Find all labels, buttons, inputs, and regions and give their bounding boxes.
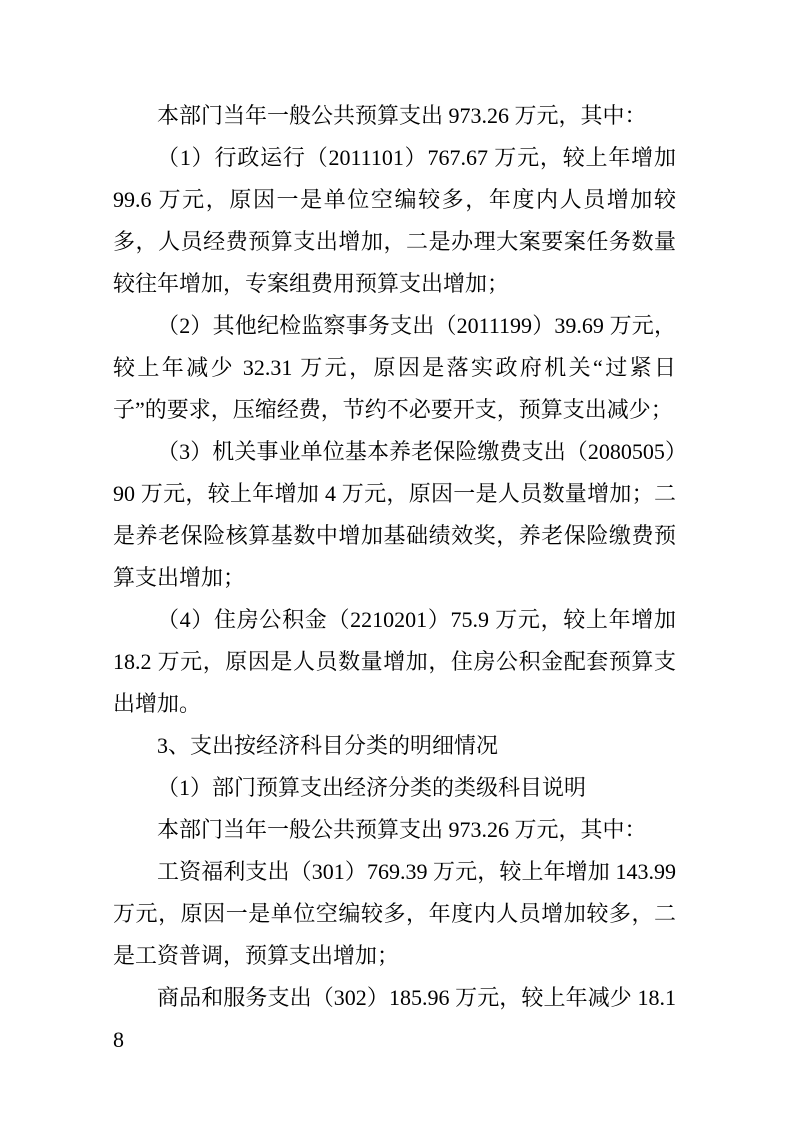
paragraph: （1）部门预算支出经济分类的类级科目说明 <box>157 775 587 800</box>
paragraph: 本部门当年一般公共预算支出 973.26 万元，其中： <box>157 817 647 842</box>
paragraph: 3、支出按经济科目分类的明细情况 <box>157 733 499 758</box>
paragraph: 工资福利支出（301）769.39 万元，较上年增加 143.99 万元，原因一是单位空编较多，年度内人员增加较多，二是工资普调，预算支出增加； <box>113 859 676 968</box>
paragraph: 商品和服务支出（302）185.96 万元，较上年减少 18.18 <box>113 985 676 1052</box>
document-body <box>113 95 676 1061</box>
paragraph: （3）机关事业单位基本养老保险缴费支出（2080505）90 万元，较上年增加 4 万元，原因一是人员数量增加；二是养老保险核算基数中增加基础绩效奖，养老保险缴费预算支出增加； <box>113 439 676 590</box>
paragraph: （1）行政运行（2011101）767.67 万元，较上年增加 99.6 万元，原因一是单位空编较多，年度内人员增加较多，人员经费预算支出增加，二是办理大案要案任务数量较往年增加，专案组费用预算支出增加； <box>113 145 676 296</box>
paragraph: 本部门当年一般公共预算支出 973.26 万元，其中： <box>157 103 647 128</box>
paragraph: （2）其他纪检监察事务支出（2011199）39.69 万元，较上年减少 32.31 万元，原因是落实政府机关“过紧日子”的要求，压缩经费，节约不必要开支，预算支出减少； <box>113 313 676 422</box>
paragraph: （4）住房公积金（2210201）75.9 万元，较上年增加 18.2 万元，原因是人员数量增加，住房公积金配套预算支出增加。 <box>113 607 676 716</box>
